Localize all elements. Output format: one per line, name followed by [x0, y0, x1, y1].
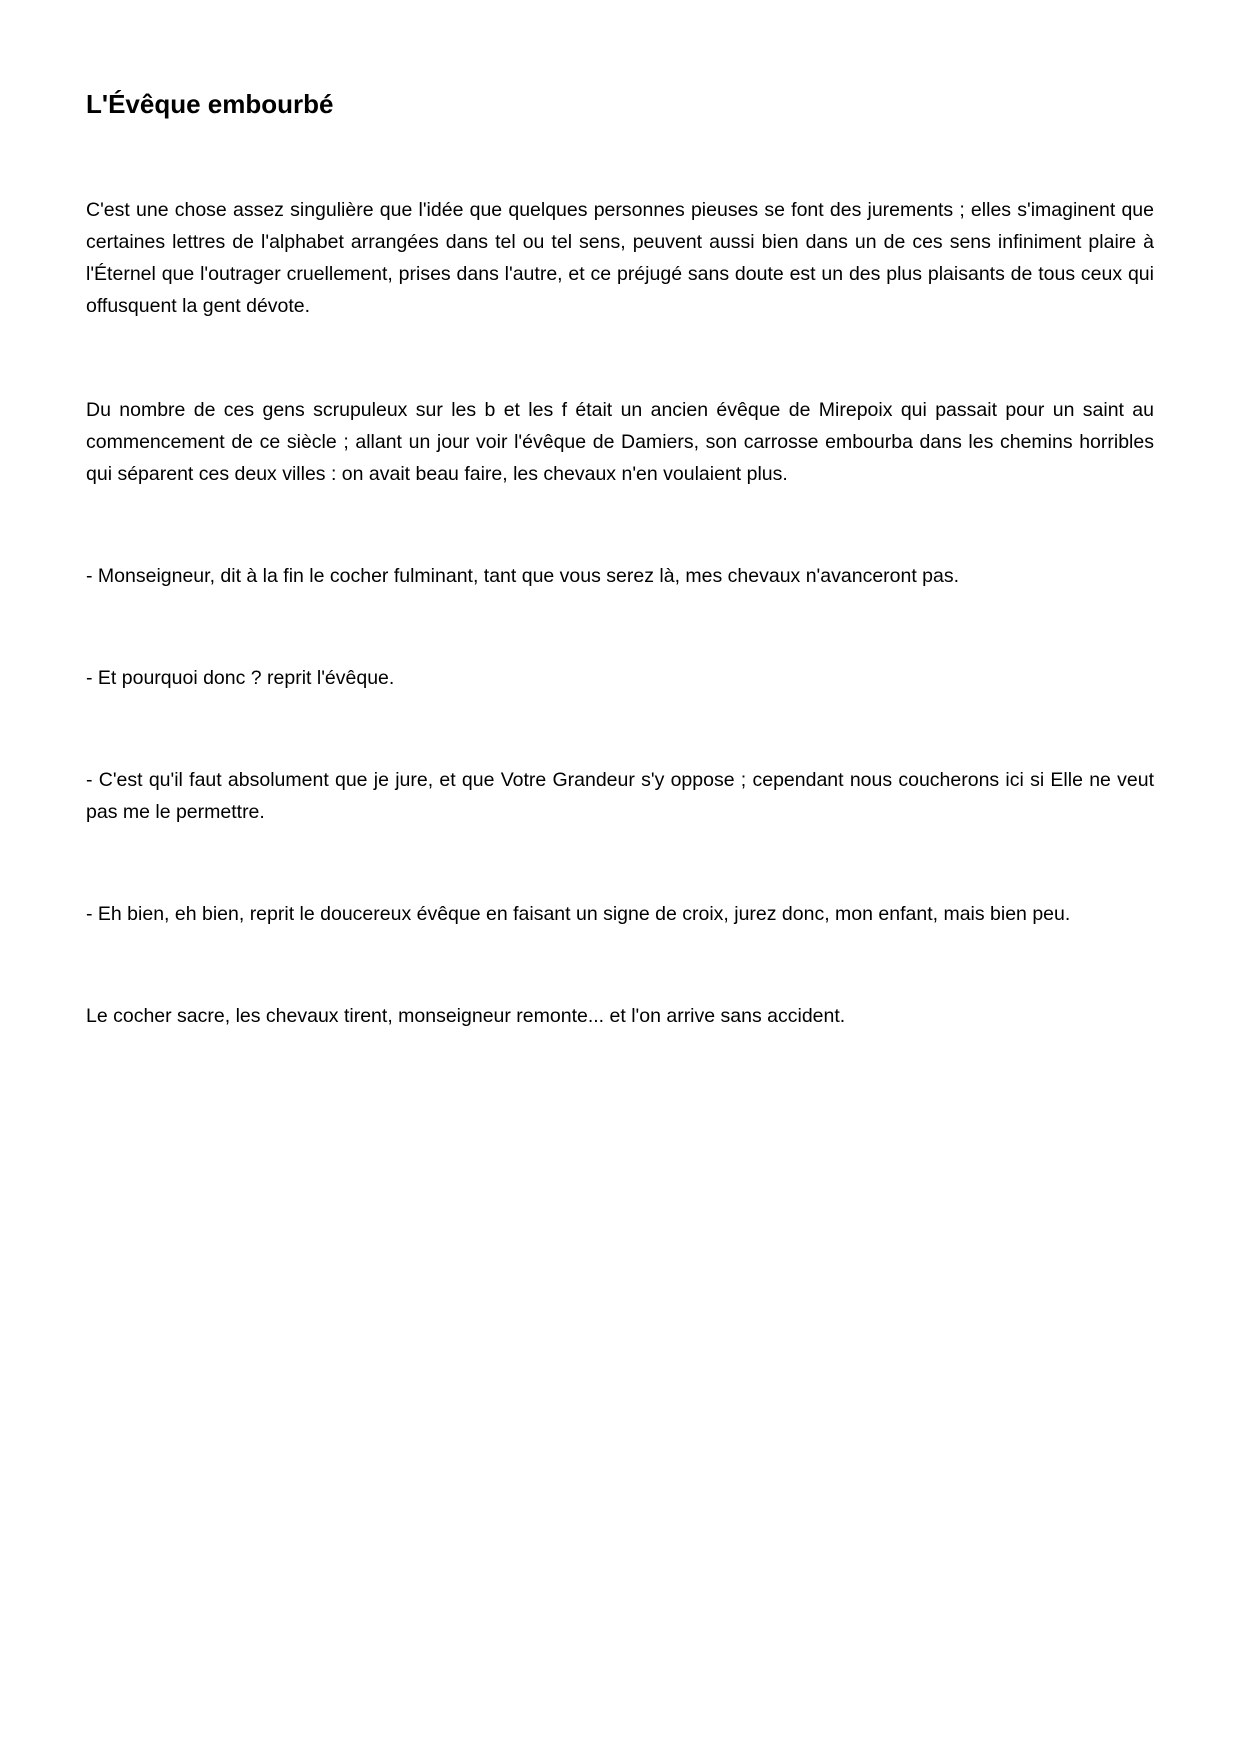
paragraph-bishop-mirepoix: Du nombre de ces gens scrupuleux sur les b et les f était un ancien évêque de Mirepoix qui passait pour un saint au commencement de ce siècle ; allant un jour voir l'évêque de Damiers, son carrosse embourba dans les chemins horribles qui séparent ces deux villes : on avait beau faire, les chevaux n'en voulaient plus.	[86, 399, 1154, 485]
paragraph-bishop-asks: - Et pourquoi donc ? reprit l'évêque.	[86, 667, 395, 689]
paragraph-coachman-speaks: - Monseigneur, dit à la fin le cocher fulminant, tant que vous serez là, mes chevaux n'avanceront pas.	[86, 565, 960, 587]
paragraph-conclusion: Le cocher sacre, les chevaux tirent, monseigneur remonte... et l'on arrive sans accident.	[86, 1005, 846, 1027]
paragraph-intro: C'est une chose assez singulière que l'idée que quelques personnes pieuses se font des jurements ; elles s'imaginent que certaines lettres de l'alphabet arrangées dans tel ou tel sens, peuvent aussi bien dans un de ces sens infiniment plaire à l'Éternel que l'outrager cruellement, prises dans l'autre, et ce préjugé sans doute est un des plus plaisants de tous ceux qui offusquent la gent dévote.	[86, 199, 1154, 317]
paragraph-bishop-permits: - Eh bien, eh bien, reprit le doucereux évêque en faisant un signe de croix, jurez donc, mon enfant, mais bien peu.	[86, 903, 1071, 925]
paragraph-coachman-explains: - C'est qu'il faut absolument que je jure, et que Votre Grandeur s'y oppose ; cependant nous coucherons ici si Elle ne veut pas me le permettre.	[86, 769, 1154, 823]
document-title: L'Évêque embourbé	[86, 89, 334, 119]
